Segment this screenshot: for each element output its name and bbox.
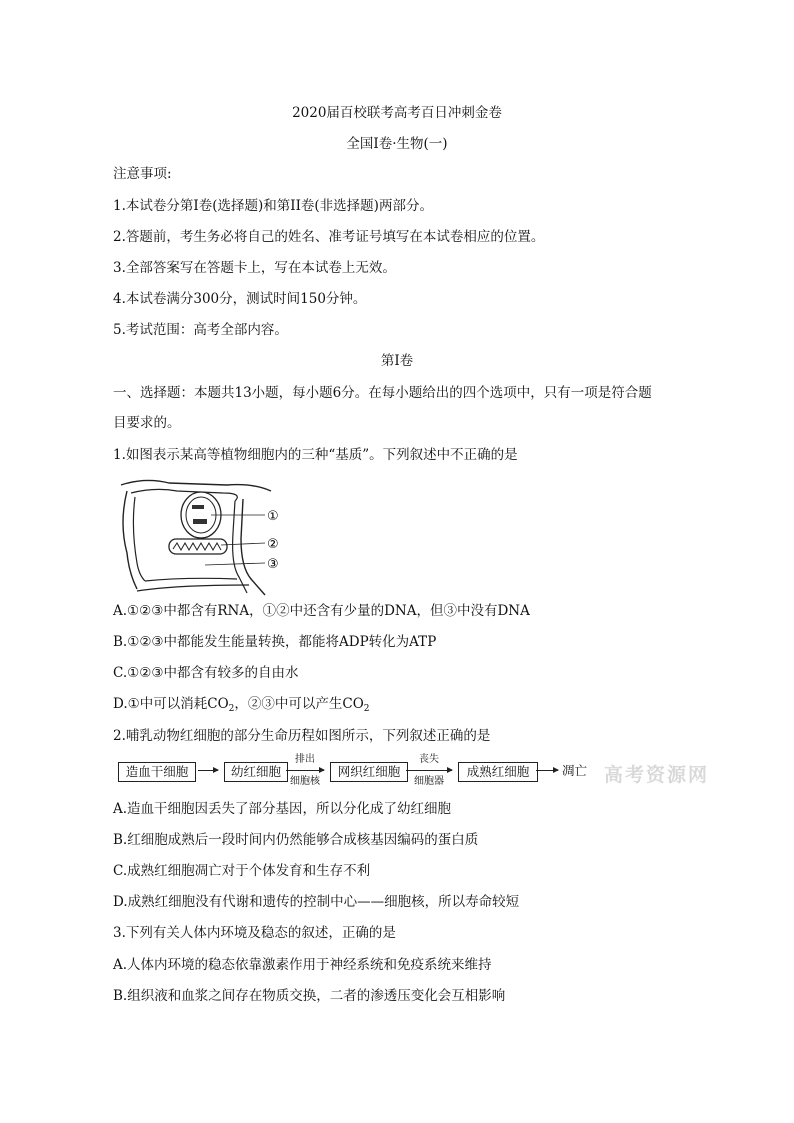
arrow-label-bottom: 细胞核 <box>290 776 320 787</box>
notice-item: 2.答题前，考生务必将自己的姓名、准考证号填写在本试卷相应的位置。 <box>113 229 545 245</box>
flow-box-hsc: 造血干细胞 <box>118 762 196 782</box>
flow-box-mature-rbc: 成熟红细胞 <box>458 762 538 782</box>
question-1-stem: 1.如图表示某高等植物细胞内的三种“基质”。下列叙述中不正确的是 <box>113 447 518 463</box>
q3-option-a: A.人体内环境的稳态依靠激素作用于神经系统和免疫系统来维持 <box>113 957 492 973</box>
flow-arrow <box>198 770 218 771</box>
section-instruction-cont: 目要求的。 <box>113 415 181 431</box>
q2-option-d: D.成熟红细胞没有代谢和遗传的控制中心——细胞核，所以寿命较短 <box>113 894 520 910</box>
flow-arrow <box>286 770 324 771</box>
arrow-label-top: 排出 <box>295 754 315 765</box>
q1-option-a: A.①②③中都含有RNA，①②中还含有少量的DNA，但③中没有DNA <box>113 603 530 619</box>
label-matrix-1: ① <box>267 509 279 524</box>
flow-box-reticulocyte: 网织红细胞 <box>330 762 408 782</box>
section-title: 第I卷 <box>380 353 414 369</box>
question-2-stem: 2.哺乳动物红细胞的部分生命历程如图所示，下列叙述正确的是 <box>113 728 491 744</box>
q2-option-b: B.红细胞成熟后一段时间内仍然能够合成核基因编码的蛋白质 <box>113 832 479 848</box>
plant-cell-figure <box>115 473 295 598</box>
notice-heading: 注意事项: <box>113 166 172 182</box>
q1-option-b: B.①②③中都能发生能量转换，都能将ADP转化为ATP <box>113 634 437 650</box>
label-matrix-2: ② <box>267 537 279 552</box>
page-subtitle: 全国I卷·生物(一) <box>346 136 448 152</box>
notice-item: 4.本试卷满分300分，测试时间150分钟。 <box>113 291 367 307</box>
grana-stack <box>193 519 207 524</box>
notice-item: 1.本试卷分第I卷(选择题)和第II卷(非选择题)两部分。 <box>113 198 433 214</box>
grana-stack <box>192 505 204 509</box>
q2-option-c: C.成熟红细胞凋亡对于个体发育和生存不利 <box>113 863 371 879</box>
label-matrix-3: ③ <box>267 557 279 572</box>
question-3-stem: 3.下列有关人体内环境及稳态的叙述，正确的是 <box>113 925 396 941</box>
q2-option-a: A.造血干细胞因丢失了部分基因，所以分化成了幼红细胞 <box>113 801 452 817</box>
arrow-label-top: 丧失 <box>419 754 439 765</box>
notice-item: 3.全部答案写在答题卡上，写在本试卷上无效。 <box>113 260 396 276</box>
flow-arrow <box>406 770 452 771</box>
notice-item: 5.考试范围：高考全部内容。 <box>113 322 288 338</box>
q3-option-b: B.组织液和血浆之间存在物质交换，二者的渗透压变化会互相影响 <box>113 988 506 1004</box>
flow-box-erythroblast: 幼红细胞 <box>224 762 288 782</box>
q1-option-c: C.①②③中都含有较多的自由水 <box>113 665 299 681</box>
cell-lifecycle-flow <box>118 756 638 792</box>
arrow-label-bottom: 细胞器 <box>414 776 444 787</box>
flow-end-apoptosis: 凋亡 <box>562 763 588 778</box>
flow-arrow <box>536 770 558 771</box>
page-title: 2020届百校联考高考百日冲刺金卷 <box>292 105 502 121</box>
section-instruction: 一、选择题：本题共13小题，每小题6分。在每小题给出的四个选项中，只有一项是符合题 <box>113 385 652 401</box>
watermark: 高考资源网 <box>604 764 710 786</box>
q1-option-d: D.①中可以消耗$CO_2$，②③中可以产生$CO_2$ <box>113 696 370 714</box>
